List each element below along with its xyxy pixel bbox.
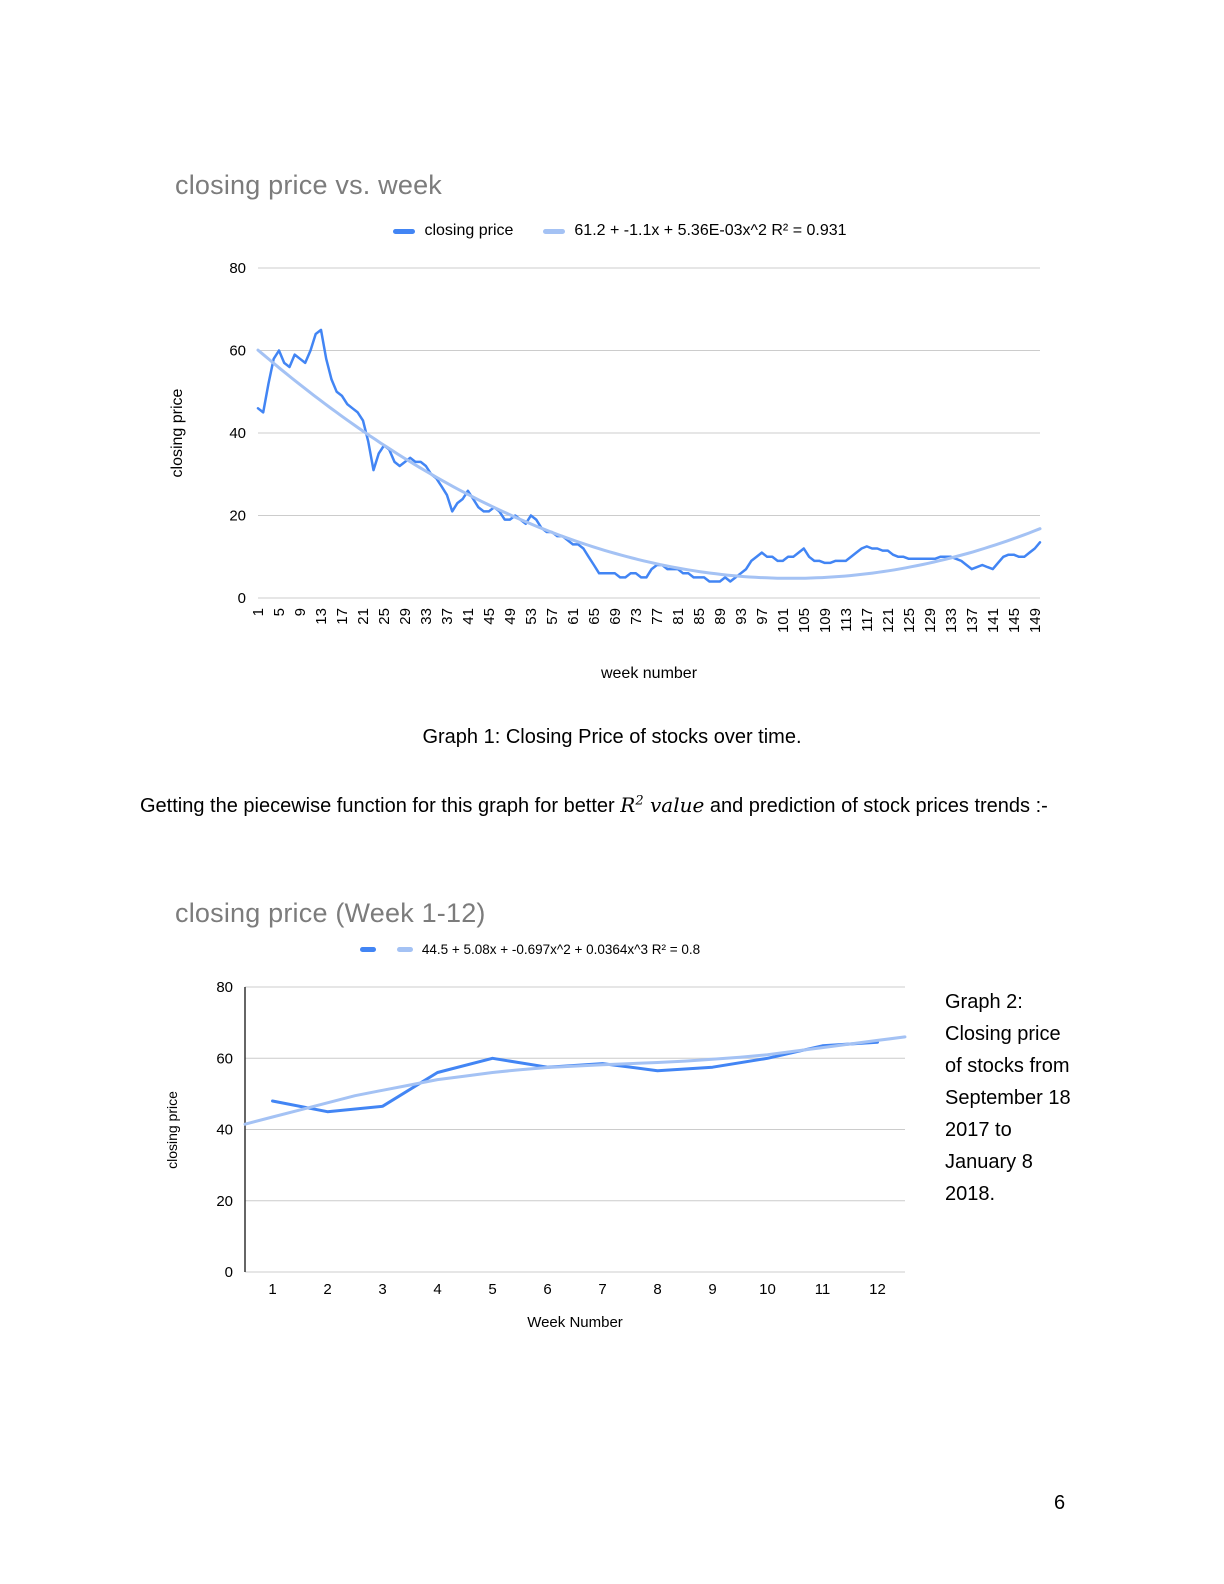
x-tick-label: 41: [459, 608, 477, 625]
x-tick-label: 21: [355, 608, 372, 625]
x-tick-label: 29: [397, 608, 414, 625]
x-tick-label: 45: [480, 608, 498, 625]
series-line: [258, 330, 1040, 582]
x-tick-label: 5: [271, 608, 288, 617]
x-axis-title: Week Number: [527, 1314, 623, 1331]
graph1-legend: [180, 222, 1060, 240]
x-tick-label: 3: [378, 1281, 387, 1298]
x-tick-label: 2: [323, 1281, 332, 1298]
x-tick-label: 97: [753, 608, 771, 625]
y-tick-label: 80: [229, 260, 246, 277]
x-tick-label: 149: [1026, 608, 1044, 634]
x-tick-label: 12: [869, 1281, 886, 1298]
graph2-legend: [180, 942, 880, 957]
x-tick-label: 37: [438, 608, 456, 625]
body-paragraph: [140, 790, 1070, 822]
x-tick-label: 8: [653, 1281, 662, 1298]
x-tick-label: 49: [501, 608, 519, 625]
trendline-color-swatch: [397, 947, 413, 952]
x-tick-label: 73: [627, 608, 645, 625]
graph1-legend-item-trend: [543, 222, 846, 240]
x-tick-label: 125: [900, 608, 918, 634]
graph1-legend-trend-label: 61.2 + -1.1x + 5.36E-03x^2 R² = 0.931: [574, 222, 847, 239]
x-tick-label: 1: [250, 608, 267, 617]
x-tick-label: 85: [690, 608, 708, 625]
x-tick-label: 5: [488, 1281, 497, 1298]
x-tick-label: 57: [543, 608, 561, 625]
page-number: 6: [1054, 1492, 1066, 1514]
x-tick-label: 93: [732, 608, 750, 625]
graph1-title: closing price vs. week: [175, 170, 443, 200]
graph2-legend-item-trend: [397, 942, 700, 957]
x-tick-label: 6: [543, 1281, 552, 1298]
x-tick-label: 109: [816, 608, 834, 634]
x-tick-label: 69: [606, 608, 624, 625]
y-tick-label: 0: [237, 590, 246, 607]
y-tick-label: 60: [229, 342, 246, 360]
x-tick-label: 105: [795, 608, 813, 634]
x-tick-label: 65: [585, 608, 603, 625]
graph1-line-chart: [140, 248, 1080, 688]
x-tick-label: 81: [669, 608, 687, 625]
x-tick-label: 129: [921, 608, 939, 634]
x-tick-label: 9: [292, 608, 309, 617]
graph2-legend-item-series: [360, 947, 385, 952]
x-tick-label: 10: [759, 1281, 776, 1298]
y-tick-label: 0: [224, 1264, 233, 1281]
x-tick-label: 9: [708, 1281, 717, 1298]
x-tick-label: 113: [837, 608, 855, 632]
x-tick-label: 1: [268, 1281, 277, 1298]
graph2-caption: Graph 2: Closing price of stocks from September 18 2017 to January 8 2018.: [945, 991, 1071, 1205]
x-tick-label: 11: [814, 1281, 831, 1298]
math-word: value: [643, 793, 705, 817]
graph2-title: closing price (Week 1-12): [175, 898, 486, 928]
y-axis-title: closing price: [169, 388, 186, 478]
x-tick-label: 4: [433, 1281, 442, 1298]
x-tick-label: 25: [376, 608, 393, 625]
x-tick-label: 77: [648, 608, 666, 625]
graph1-legend-item-series: [393, 222, 513, 240]
x-tick-label: 53: [522, 608, 540, 625]
x-tick-label: 7: [598, 1281, 607, 1298]
x-tick-label: 33: [417, 608, 435, 625]
math-variable: R: [620, 793, 636, 817]
y-tick-label: 20: [216, 1192, 233, 1210]
x-tick-label: 89: [711, 608, 729, 625]
paragraph-text-1: Getting the piecewise function for this graph for better: [140, 795, 621, 817]
graph2-line-chart: [150, 975, 950, 1340]
y-axis-title: closing price: [164, 1091, 180, 1169]
y-tick-label: 40: [216, 1121, 233, 1139]
x-tick-label: 101: [774, 608, 792, 634]
x-tick-label: 121: [879, 608, 897, 634]
y-tick-label: 20: [229, 507, 246, 525]
graph1-caption: Graph 1: Closing Price of stocks over time.: [422, 726, 802, 748]
y-tick-label: 40: [229, 425, 246, 442]
series-color-swatch: [360, 947, 376, 952]
trendline-color-swatch: [543, 229, 565, 234]
x-tick-label: 141: [984, 608, 1002, 634]
series-color-swatch: [393, 229, 415, 234]
x-tick-label: 117: [858, 608, 876, 632]
paragraph-text-2: and prediction of stock prices trends :-: [704, 795, 1048, 817]
x-tick-label: 13: [313, 608, 330, 625]
y-tick-label: 80: [216, 979, 233, 996]
graph2-legend-trend-label: 44.5 + 5.08x + -0.697x^2 + 0.0364x^3 R² = 0.8: [421, 942, 701, 957]
y-tick-label: 60: [216, 1050, 233, 1068]
x-tick-label: 137: [963, 608, 981, 634]
x-tick-label: 133: [942, 608, 960, 634]
x-tick-label: 145: [1005, 608, 1023, 634]
x-axis-title: week number: [600, 665, 698, 682]
math-superscript: 2: [635, 793, 644, 809]
math-expression: [620, 793, 704, 817]
x-tick-label: 61: [564, 608, 582, 625]
x-tick-label: 17: [334, 608, 351, 625]
graph1-legend-series-label: closing price: [424, 222, 514, 239]
